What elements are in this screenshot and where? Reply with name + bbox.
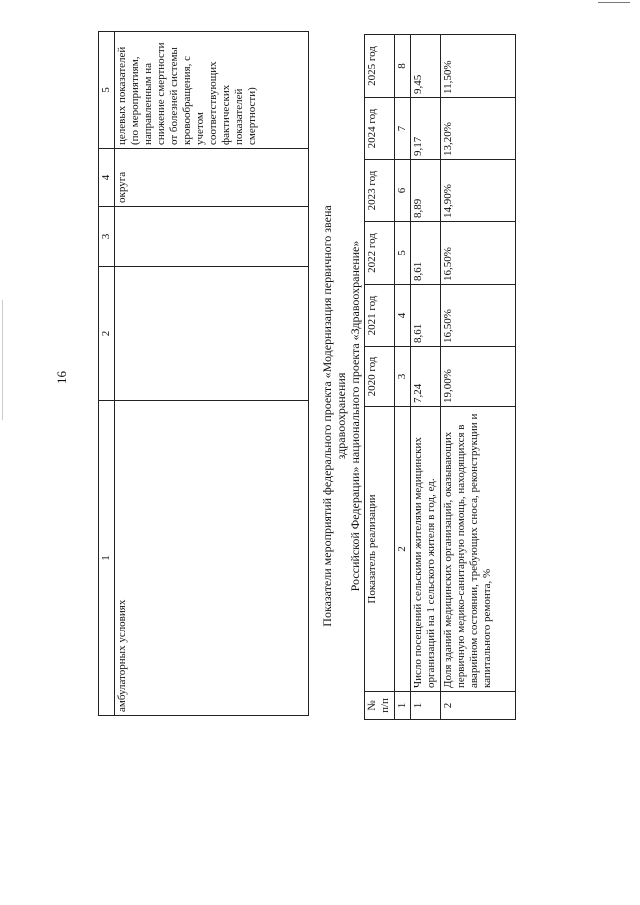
value-2020: 7,24 bbox=[411, 347, 441, 407]
header-col-4: 4 bbox=[99, 149, 115, 207]
col-header-2021: 2021 год bbox=[365, 285, 395, 347]
row-indicator-name: Число посещений сельскими жителями медицинских организаций на 1 сельского жителя в год, ед. bbox=[411, 407, 441, 692]
index-cell: 6 bbox=[395, 160, 411, 222]
scan-edge-rule bbox=[598, 2, 630, 3]
value-2020: 19,00% bbox=[441, 347, 516, 407]
value-2021: 8,61 bbox=[411, 285, 441, 347]
index-cell: 7 bbox=[395, 98, 411, 160]
col-header-num: № п/п bbox=[365, 692, 395, 720]
row-num: 2 bbox=[441, 692, 516, 720]
value-2022: 8,61 bbox=[411, 222, 441, 285]
index-cell: 1 bbox=[395, 692, 411, 720]
table-row bbox=[441, 35, 516, 720]
col-header-2025: 2025 год bbox=[365, 35, 395, 98]
col-header-2024: 2024 год bbox=[365, 98, 395, 160]
index-cell: 2 bbox=[395, 407, 411, 692]
section-title bbox=[320, 196, 362, 636]
value-2024: 13,20% bbox=[441, 98, 516, 160]
value-2023: 8,89 bbox=[411, 160, 441, 222]
col-header-2023: 2023 год bbox=[365, 160, 395, 222]
index-cell: 5 bbox=[395, 222, 411, 285]
row-num: 1 bbox=[411, 692, 441, 720]
row-indicator-name: Доля зданий медицинских организаций, оказывающих первичную медико-санитарную помощь, находящихся в аварийном состоянии, требующих сноса, реконструкции и капитального ремонта, % bbox=[441, 407, 516, 692]
index-cell: 8 bbox=[395, 35, 411, 98]
col-header-2022: 2022 год bbox=[365, 222, 395, 285]
cell-activity: амбулаторных условиях bbox=[115, 401, 309, 716]
value-2021: 16,50% bbox=[441, 285, 516, 347]
value-2023: 14,90% bbox=[441, 160, 516, 222]
page-number: 16 bbox=[54, 371, 69, 384]
cell-district: округа bbox=[115, 149, 309, 207]
header-col-1: 1 bbox=[99, 401, 115, 716]
cell-target-indicators: целевых показателей (по мероприятиям, направленным на снижение смертности от болезней системы кровообращения, с учетом соответствующих фактических показателей смертности) bbox=[115, 32, 309, 149]
index-cell: 3 bbox=[395, 347, 411, 407]
value-2024: 9,17 bbox=[411, 98, 441, 160]
scan-edge-mark bbox=[2, 300, 3, 420]
cell-col-3 bbox=[115, 207, 309, 267]
continuation-table bbox=[98, 31, 309, 716]
table-row bbox=[411, 35, 441, 720]
col-header-2020: 2020 год bbox=[365, 347, 395, 407]
indicators-table bbox=[364, 34, 516, 720]
title-line-1: Показатели мероприятий федерального проекта «Модернизация первичного звена здравоохранения bbox=[320, 205, 348, 627]
header-col-2: 2 bbox=[99, 267, 115, 401]
col-header-indicator: Показатель реализации bbox=[365, 407, 395, 692]
header-col-3: 3 bbox=[99, 207, 115, 267]
cell-col-2 bbox=[115, 267, 309, 401]
index-cell: 4 bbox=[395, 285, 411, 347]
title-line-2: Российской Федерации» национального проекта «Здравоохранение» bbox=[348, 240, 362, 592]
value-2025: 11,50% bbox=[441, 35, 516, 98]
header-col-5: 5 bbox=[99, 32, 115, 149]
value-2025: 9,45 bbox=[411, 35, 441, 98]
value-2022: 16,50% bbox=[441, 222, 516, 285]
